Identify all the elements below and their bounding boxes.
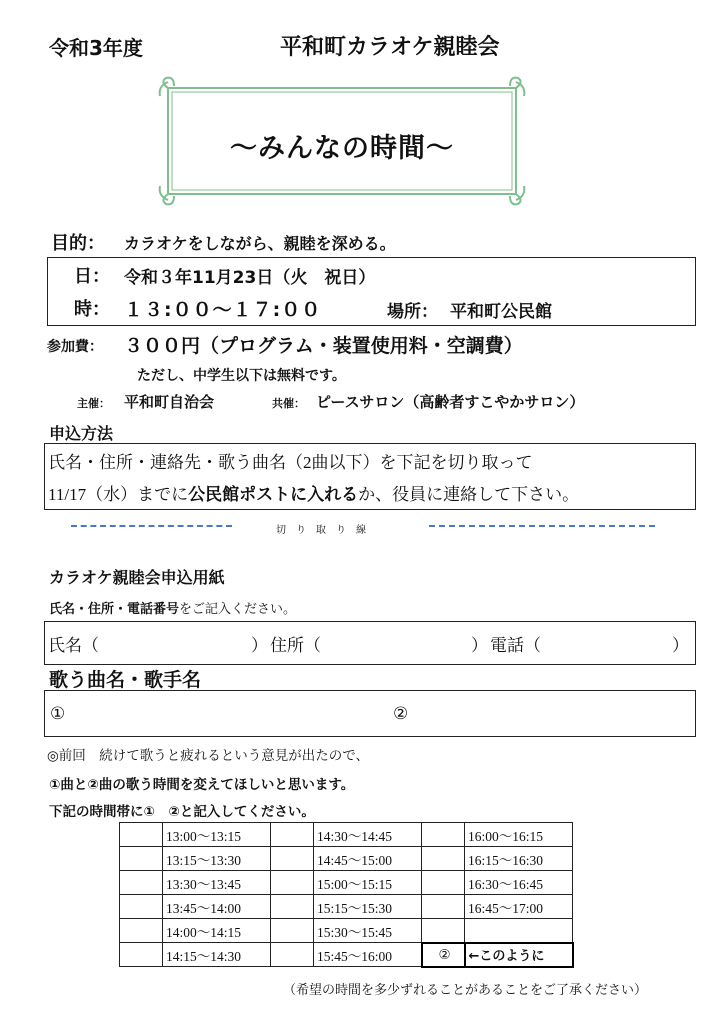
footer-note: （希望の時間を多少ずれることがあることをご了承ください） [283,983,648,998]
slot-time: 15:00～15:15 [314,871,422,895]
slot-mark-cell[interactable] [422,895,465,919]
banner-title: ～みんなの時間～ [230,133,454,164]
slot-time: 13:30～13:45 [163,871,271,895]
time-label: 時： [74,299,110,320]
application-deadline: 11/17（水）までに [48,485,189,504]
slot-time: 15:30～15:45 [314,919,422,943]
slot-time: 16:30～16:45 [465,871,573,895]
table-row [120,823,573,847]
application-line-1: 氏名・住所・連絡先・歌う曲名（2曲以下）を下記を切り取って [48,453,533,472]
slot-mark-cell[interactable] [271,919,314,943]
name-label: 氏名（ [48,636,99,655]
example-text-cell: ←このように [465,943,573,967]
slot-mark-cell[interactable] [422,823,465,847]
time-value: １３:００～１７:００ [124,299,322,321]
cut-line-left [71,525,232,527]
form-instruction-fields: 氏名・住所・電話番号 [49,602,180,617]
slot-time: 16:45～17:00 [465,895,573,919]
slot-time: 15:15～15:30 [314,895,422,919]
slot-time: 13:15～13:30 [163,847,271,871]
form-instruction-rest: をご記入ください。 [179,602,297,617]
application-contact: か、役員に連絡して下さい。 [358,485,580,504]
example-mark-cell: ② [422,943,465,967]
slot-time: 13:00～13:15 [163,823,271,847]
slot-time: 14:30～14:45 [314,823,422,847]
slot-mark-cell[interactable] [422,919,465,943]
date-label: 日： [74,266,110,287]
slot-time: 14:45～15:00 [314,847,422,871]
form-instruction [49,598,296,617]
table-row [120,871,573,895]
slot-time: 13:45～14:00 [163,895,271,919]
address-close: ） [471,636,488,655]
table-row [120,847,573,871]
fee-label: 参加費： [47,339,103,355]
cohost-label: 共催： [272,397,305,410]
address-label: 住所（ [270,636,321,655]
slot-mark-cell[interactable] [422,847,465,871]
note-previous: ◎前回 続けて歌うと疲れるという意見が出たので、 [47,748,370,764]
cut-line-right [429,525,655,527]
contact-field-row[interactable] [44,621,696,665]
note-request: ①曲と②曲の歌う時間を変えてほしいと思います。 [49,777,355,793]
cut-line-label: 切 り 取 り 線 [276,525,366,536]
place-value: 平和町公民館 [450,302,552,322]
cohost-value: ピースサロン（高齢者すこやかサロン） [316,393,585,411]
song-1-marker: ① [50,704,66,724]
slot-time: 16:15～16:30 [465,847,573,871]
purpose-text: カラオケをしながら、親睦を深める。 [124,234,396,253]
application-line-2 [48,480,579,505]
table-row [120,895,573,919]
slot-mark-cell[interactable] [271,847,314,871]
slot-time: 15:45～16:00 [314,943,422,967]
slot-time [465,919,573,943]
fee-note: ただし、中学生以下は無料です。 [137,368,346,384]
place-label: 場所： [387,302,438,322]
application-heading: 申込方法 [49,424,114,443]
host-label: 主催： [77,397,110,410]
date-value: 令和３年11月23日（火 祝日） [124,268,376,288]
song-2-marker: ② [393,704,409,724]
fee-amount: ３００円（プログラム・装置使用料・空調費） [124,335,523,357]
slot-mark-cell[interactable] [120,943,163,967]
slot-mark-cell[interactable] [271,895,314,919]
application-post-instruction: 公民館ポストに入れる [188,485,359,505]
time-slot-table [119,822,574,968]
slot-mark-cell[interactable] [120,871,163,895]
slot-mark-cell[interactable] [120,847,163,871]
slot-mark-cell[interactable] [120,823,163,847]
name-close: ） [251,636,268,655]
host-value: 平和町自治会 [124,393,215,411]
title-banner [158,76,526,206]
slot-mark-cell[interactable] [271,943,314,967]
phone-label: 電話（ [490,636,541,655]
note-instruction: 下記の時間帯に① ②と記入してください。 [49,804,315,820]
table-row [120,943,573,967]
slot-time: 14:00～14:15 [163,919,271,943]
phone-close: ） [672,636,689,655]
header-event-title: 平和町カラオケ親睦会 [280,35,500,60]
table-row [120,919,573,943]
songs-heading: 歌う曲名・歌手名 [49,669,202,691]
slot-mark-cell[interactable] [271,823,314,847]
header-year: 令和3年度 [49,36,143,60]
songs-field-row[interactable] [44,690,696,737]
purpose-label: 目的： [51,233,105,254]
slot-mark-cell[interactable] [271,871,314,895]
slot-mark-cell[interactable] [422,871,465,895]
slot-time: 16:00～16:15 [465,823,573,847]
form-title: カラオケ親睦会申込用紙 [49,568,225,587]
slot-mark-cell[interactable] [120,895,163,919]
slot-mark-cell[interactable] [120,919,163,943]
slot-time: 14:15～14:30 [163,943,271,967]
